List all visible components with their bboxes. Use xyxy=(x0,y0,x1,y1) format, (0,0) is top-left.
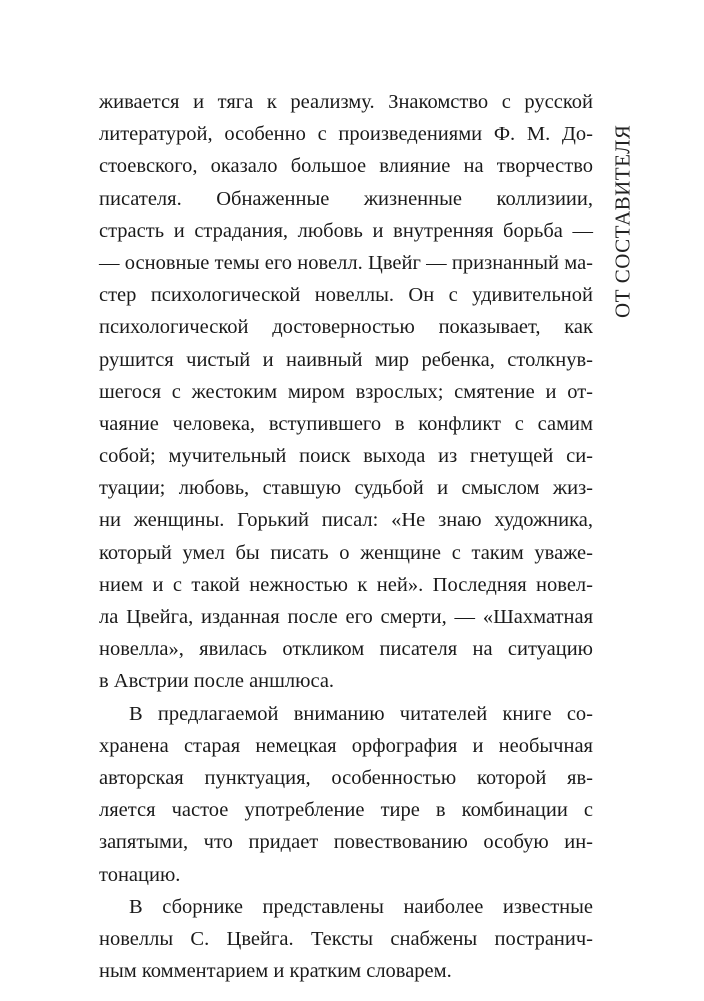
text-line: ляется частое употребление тире в комбинации с xyxy=(99,799,593,822)
text-line: стоевского, оказало большое влияние на творчество xyxy=(99,155,593,178)
text-line: шегося с жестоким миром взрослых; смятение и от- xyxy=(99,380,593,403)
text-line: в Австрии после аншлюса. xyxy=(99,670,335,693)
text-line: В сборнике представлены наиболее известные xyxy=(129,895,593,918)
text-line: собой; мучительный поиск выхода из гнетущей си- xyxy=(99,445,593,468)
text-line: литературой, особенно с произведениями Ф. М. До- xyxy=(99,123,593,146)
running-header: ОТ СОСТАВИТЕЛЯ xyxy=(610,124,635,318)
text-line: психологической достоверностью показывает, как xyxy=(99,316,593,339)
text-line: рушится чистый и наивный мир ребенка, столкнув- xyxy=(99,348,593,371)
text-line: страсть и страдания, любовь и внутренняя борьба — xyxy=(99,219,593,242)
text-line: тонацию. xyxy=(99,863,181,886)
text-line: чаяние человека, вступившего в конфликт с самим xyxy=(99,412,593,435)
text-line: — основные темы его новелл. Цвейг — признанный ма- xyxy=(99,251,593,274)
text-line: новеллы С. Цвейга. Тексты снабжены постранич- xyxy=(99,927,593,950)
body-text xyxy=(99,86,593,987)
paragraph-2 xyxy=(99,698,593,891)
text-line: туации; любовь, ставшую судьбой и смыслом жиз- xyxy=(99,477,593,500)
text-line: хранена старая немецкая орфография и необычная xyxy=(99,734,593,757)
text-line: новелла», явилась откликом писателя на ситуацию xyxy=(99,638,593,661)
text-line: ла Цвейга, изданная после его смерти, — «Шахматная xyxy=(99,606,593,628)
text-line: стер психологической новеллы. Он с удивительной xyxy=(99,284,593,307)
text-line: ным комментарием и кратким словарем. xyxy=(99,960,452,983)
paragraph-1 xyxy=(99,86,593,698)
text-line: нием и с такой нежностью к ней». Последняя новел- xyxy=(99,573,593,596)
text-line: В предлагаемой вниманию читателей книге со- xyxy=(129,702,593,725)
text-line: авторская пунктуация, особенностью которой яв- xyxy=(99,766,593,789)
text-line: писателя. Обнаженные жизненные коллизиии, xyxy=(99,187,593,210)
text-line: запятыми, что придает повествованию особую ин- xyxy=(99,831,593,854)
text-line: который умел бы писать о женщине с таким уваже- xyxy=(99,541,593,564)
text-line: живается и тяга к реализму. Знакомство с русской xyxy=(99,91,593,113)
paragraph-3 xyxy=(99,891,593,988)
text-line: ни женщины. Горький писал: «Не знаю художника, xyxy=(99,509,593,532)
